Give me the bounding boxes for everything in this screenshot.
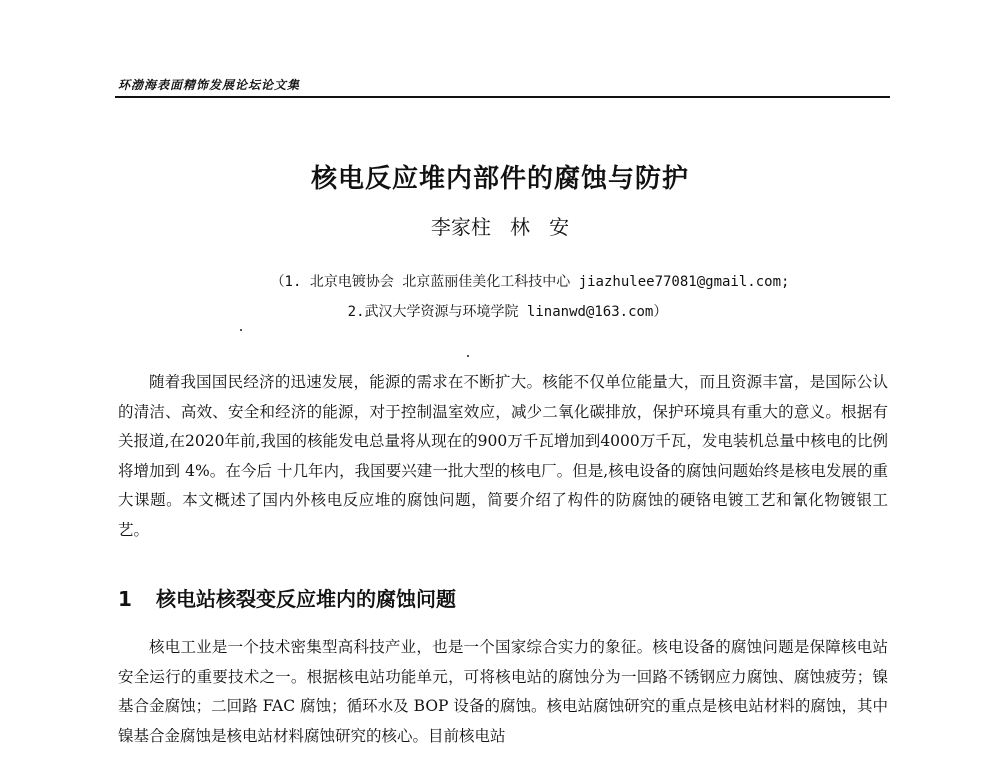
- affiliation-1: （1. 北京电镀协会 北京蓝丽佳美化工科技中心 jiazhulee77081@gmail.com;: [270, 274, 790, 290]
- section-heading: [118, 583, 456, 612]
- paper-title: 核电反应堆内部件的腐蚀与防护: [310, 164, 689, 194]
- running-header: 环渤海表面精饰发展论坛论文集: [118, 78, 301, 92]
- scan-speck: [467, 355, 469, 357]
- header-rule: [115, 96, 890, 98]
- intro-paragraph: 随着我国国民经济的迅速发展，能源的需求在不断扩大。核能不仅单位能量大，而且资源丰富，是国际公认的清洁、高效、安全和经济的能源，对于控制温室效应，减少二氧化碳排放，保护环境具有重大的意义。根据有关报道,在2020年前,我国的核能发电总量将从现在的900万千瓦增加到4000万千瓦，发电装机总量中核电的比例将增加到 4%。在今后 十几年内，我国要兴建一批大型的核电厂。但是,核电设备的腐蚀问题始终是核电发展的重大课题。本文概述了国内外核电反应堆的腐蚀问题，简要介绍了构件的防腐蚀的硬铬电镀工艺和氰化物镀银工艺。: [118, 373, 888, 539]
- section-title: 核电站核裂变反应堆内的腐蚀问题: [156, 587, 456, 611]
- affiliation-2: 2.武汉大学资源与环境学院 linanwd@163.com）: [347, 304, 668, 320]
- section-number: 1: [118, 587, 132, 611]
- authors: 李家柱 林 安: [430, 215, 570, 239]
- scan-speck: [240, 329, 242, 331]
- body-paragraph: 核电工业是一个技术密集型高科技产业，也是一个国家综合实力的象征。核电设备的腐蚀问题是保障核电站安全运行的重要技术之一。根据核电站功能单元，可将核电站的腐蚀分为一回路不锈钢应力腐蚀、腐蚀疲劳；镍基合金腐蚀；二回路 FAC 腐蚀；循环水及 BOP 设备的腐蚀。核电站腐蚀研究的重点是核电站材料的腐蚀，其中镍基合金腐蚀是核电站材料腐蚀研究的核心。目前核电站: [118, 638, 888, 745]
